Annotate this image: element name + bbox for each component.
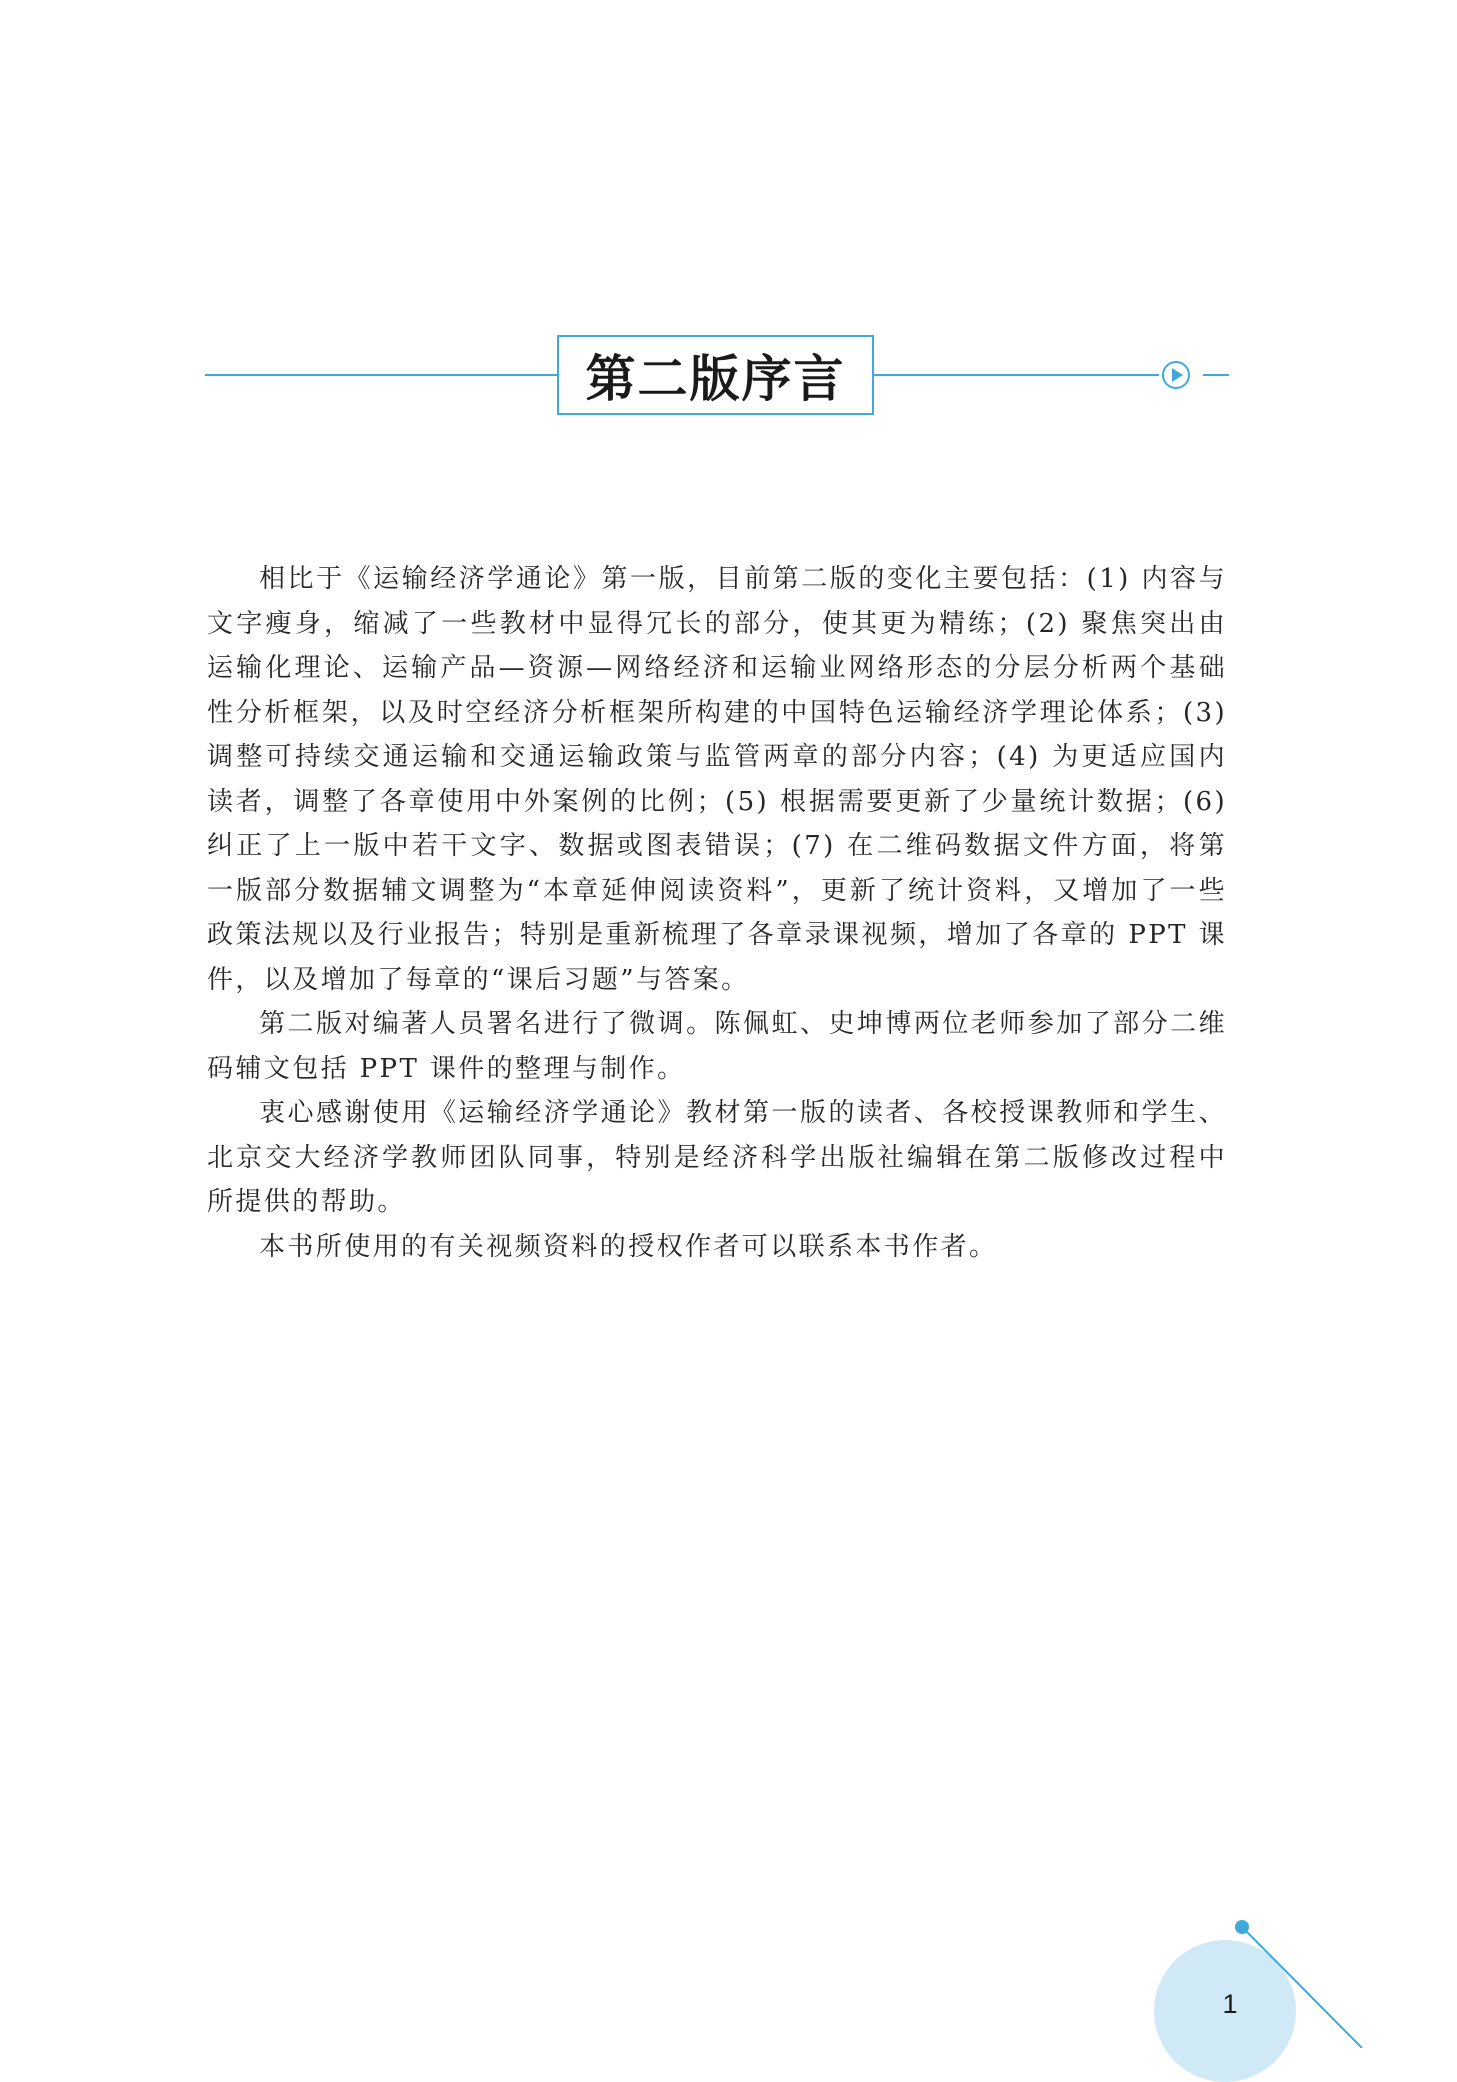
title-frame [557, 335, 874, 415]
page-title: 第二版序言 [585, 350, 846, 408]
page-number: 1 [1222, 1989, 1238, 2019]
header-rule-left [205, 374, 558, 376]
paragraph: 衷心感谢使用《运输经济学通论》教材第一版的读者、各校授课教师和学生、北京交大经济学教师团队同事，特别是经济科学出版社编辑在第二版修改过程中所提供的帮助。 [207, 1098, 1227, 1217]
paragraph: 相比于《运输经济学通论》第一版，目前第二版的变化主要包括：(1) 内容与文字瘦身，缩减了一些教材中显得冗长的部分，使其更为精练；(2) 聚焦突出由运输化理论、运输产品—资源—网络经济和运输业网络形态的分层分析两个基础性分析框架，以及时空经济分析框架所构建的中国特色运输经济学理论体系；(3) 调整可持续交通运输和交通运输政策与监管两章的部分内容；(4) 为更适应国内读者，调整了各章使用中外案例的比例；(5) 根据需要更新了少量统计数据；(6) 纠正了上一版中若干文字、数据或图表错误；(7) 在二维码数据文件方面，将第一版部分数据辅文调整为“本章延伸阅读资料”，更新了统计资料，又增加了一些政策法规以及行业报告；特别是重新梳理了各章录课视频，增加了各章的 PPT 课件，以及增加了每章的“课后习题”与答案。 [207, 564, 1227, 995]
play-circle-icon [1161, 360, 1191, 390]
header-rule-right [874, 374, 1159, 376]
paragraph: 第二版对编著人员署名进行了微调。陈佩虹、史坤博两位老师参加了部分二维码辅文包括 PPT 课件的整理与制作。 [207, 1009, 1227, 1084]
paragraph: 本书所使用的有关视频资料的授权作者可以联系本书作者。 [259, 1231, 998, 1262]
header-rule-tail [1203, 374, 1229, 376]
preface-body [207, 557, 1227, 1269]
